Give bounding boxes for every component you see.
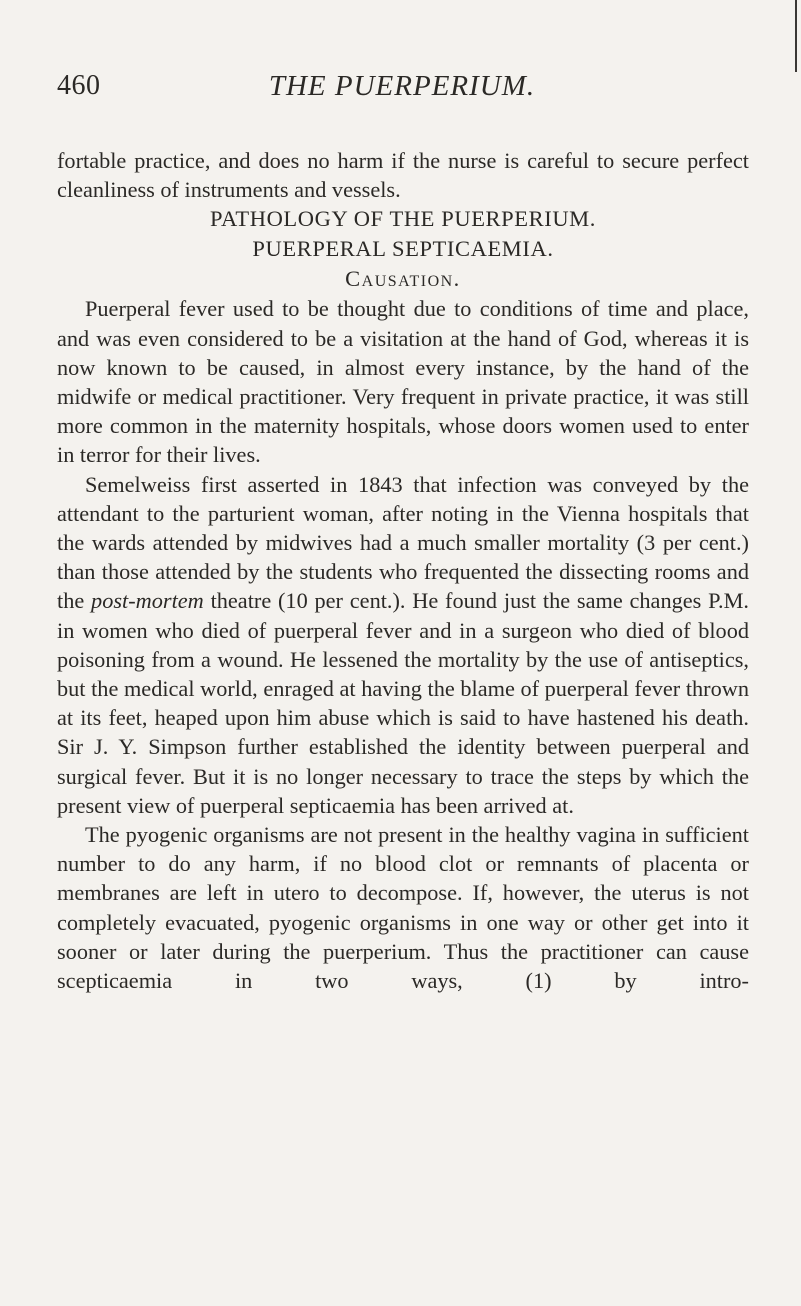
- paragraph-continuation: fortable practice, and does no harm if the nurse is careful to secure perfect cleanliness of instruments and vessels.: [57, 148, 749, 203]
- paragraph-semelweiss-part-b: theatre (10 per cent.). He found just the same changes P.M. in women who died of puerperal fever and in a surgeon who died of blood poisoning from a wound. He lessened the mortality by the use of antiseptics, but the medical world, enraged at having the blame of puerperal fever thrown at its feet, heaped upon him abuse which is said to have hastened his death. Sir J. Y. Simpson further established the identity between puerperal and surgical fever. But it is no longer necessary to trace the steps by which the present view of puerperal septicaemia has been arrived at.: [57, 588, 750, 818]
- paragraph-puerperal-fever: Puerperal fever used to be thought due to conditions of time and place, and was even considered to be a visitation at the hand of God, whereas it is now known to be caused, in almost every instance, by the hand of the midwife or medical practitioner. Very frequent in private practice, it was still more common in the maternity hospitals, whose doors women used to enter in terror for their lives.: [57, 296, 749, 468]
- page-number: 460: [57, 70, 101, 101]
- paragraph-semelweiss-part-a: Semelweiss first asserted in 1843 that infection was conveyed by the attendant to the parturient woman, after noting in the Vienna hospitals that the wards attended by midwives had a much smaller mortality (3 per cent.) than those attended by the students who frequented the dissecting rooms and the: [57, 471, 749, 614]
- section-heading-septicaemia: PUERPERAL SEPTICAEMIA.: [252, 236, 554, 262]
- running-title: THE PUERPERIUM.: [268, 70, 536, 102]
- page-edge-line: [795, 0, 797, 72]
- paragraph-semelweiss-italic: post-mortem: [91, 588, 204, 614]
- running-head: [57, 70, 747, 110]
- section-heading-causation: Causation.: [345, 266, 461, 292]
- page-body: [57, 146, 749, 995]
- paragraph-semelweiss: [57, 470, 749, 820]
- paragraph-pyogenic-organisms: The pyogenic organisms are not present in the healthy vagina in sufficient number to do any harm, if no blood clot or remnants of placenta or membranes are left in utero to decompose. If, however, the uterus is not completely evacuated, pyogenic organisms in one way or other get into it sooner or later during the puerperium. Thus the practitioner can cause scepticaemia in two ways, (1) by intro-: [57, 822, 749, 994]
- section-heading-pathology: PATHOLOGY OF THE PUERPERIUM.: [209, 206, 597, 232]
